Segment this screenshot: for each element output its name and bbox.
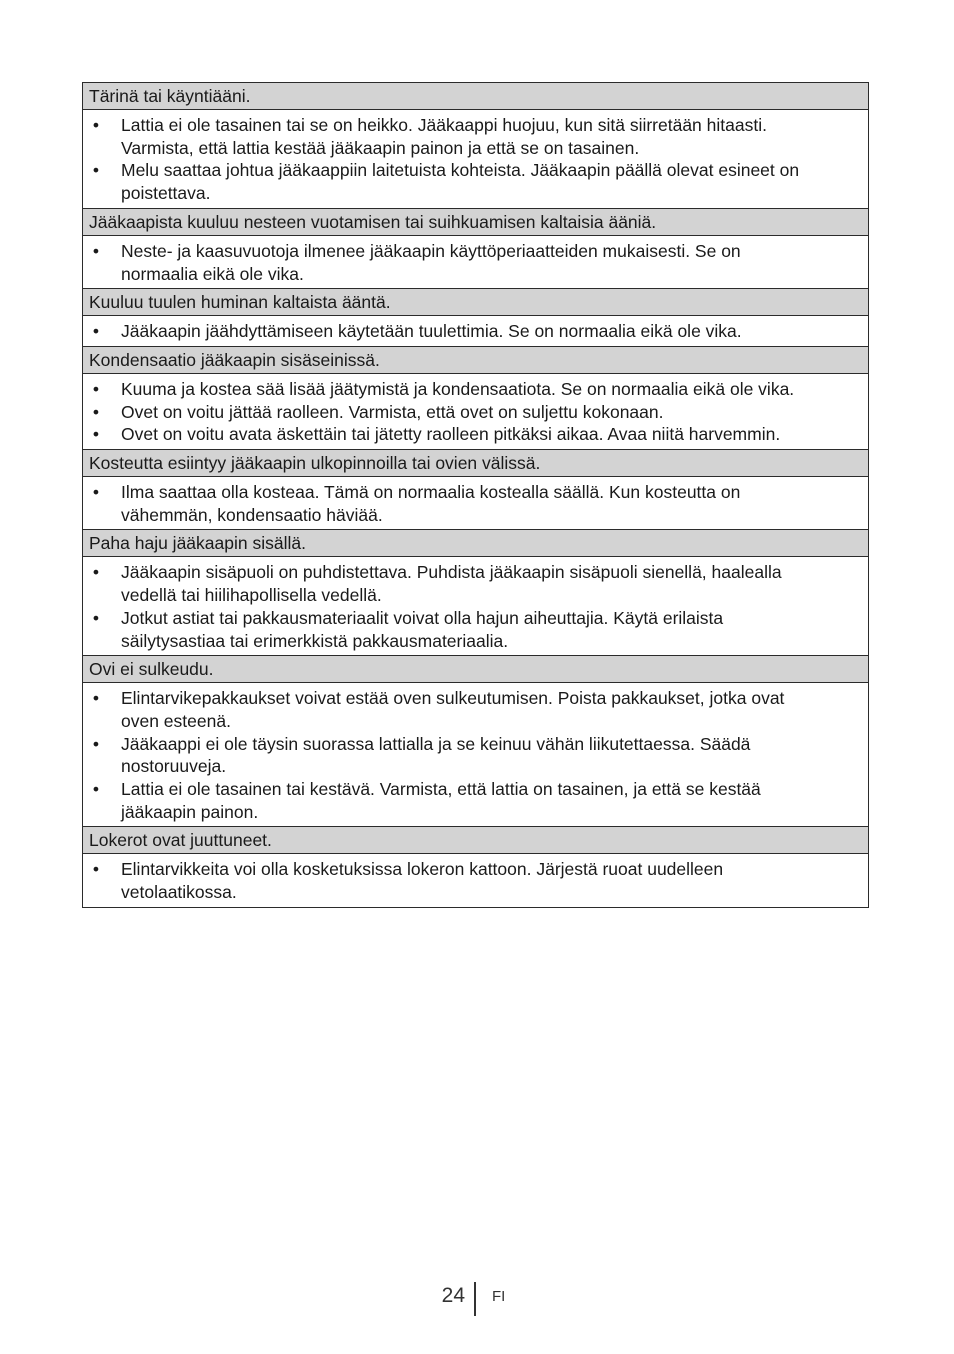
solution-text-line: normaalia eikä ole vika. [121, 263, 304, 284]
solution-list [83, 316, 868, 347]
bullet-icon: • [92, 733, 100, 754]
solution-text-line: Ovet on voitu jättää raolleen. Varmista, että ovet on suljettu kokonaan. [121, 401, 664, 422]
bullet-icon: • [92, 378, 100, 399]
page-number: 24 [441, 1284, 465, 1307]
solution-text-line: Neste- ja kaasuvuotoja ilmenee jääkaapin käyttöperiaatteiden mukaisesti. Se on [121, 240, 741, 261]
problem-heading: Kuuluu tuulen huminan kaltaista ääntä. [83, 289, 868, 316]
solution-text-line: Elintarvikkeita voi olla kosketuksissa lokeron kattoon. Järjestä ruoat uudelleen [121, 859, 724, 880]
page-footer [0, 1280, 954, 1316]
problem-heading: Paha haju jääkaapin sisällä. [83, 530, 868, 557]
problem-section [83, 83, 868, 209]
solution-text-line: jääkaapin painon. [121, 801, 259, 822]
solution-text-line: vedellä tai hiilihapollisella vedellä. [121, 585, 382, 606]
solution-list [83, 854, 868, 906]
solution-text-line: Jääkaappi ei ole täysin suorassa lattialla ja se keinuu vähän liikutettaessa. Säädä [121, 733, 751, 754]
solution-list [83, 110, 868, 209]
solution-text-line: Jääkaapin sisäpuoli on puhdistettava. Puhdista jääkaapin sisäpuoli sienellä, haalealla [121, 562, 782, 583]
problem-section [83, 209, 868, 289]
bullet-icon: • [92, 859, 100, 880]
problem-heading: Kondensaatio jääkaapin sisäseinissä. [83, 347, 868, 374]
footer-divider [474, 1282, 476, 1316]
solution-item [83, 733, 860, 778]
solution-list [83, 236, 868, 289]
solution-text-line: poistettava. [121, 183, 211, 204]
solution-text-line: Ovet on voitu avata äskettäin tai jätetty raolleen pitkäksi aikaa. Avaa niitä harvemmin. [121, 424, 781, 445]
solution-item [83, 320, 860, 343]
bullet-icon: • [92, 240, 100, 261]
problem-section [83, 289, 868, 347]
solution-text-line: Varmista, että lattia kestää jääkaapin painon ja että se on tasainen. [121, 137, 640, 158]
bullet-icon: • [92, 607, 100, 628]
bullet-icon: • [92, 115, 100, 135]
bullet-icon: • [92, 160, 100, 181]
solution-text-line: nostoruuveja. [121, 756, 227, 777]
solution-text-line: Elintarvikepakkaukset voivat estää oven sulkeutumisen. Poista pakkaukset, jotka ovat [121, 688, 785, 709]
bullet-icon: • [92, 482, 100, 503]
problem-section [83, 450, 868, 530]
solution-item [83, 114, 860, 159]
solution-text-line: Ilma saattaa olla kosteaa. Tämä on normaalia kostealla säällä. Kun kosteutta on [121, 482, 741, 503]
solution-text-line: Jääkaapin jäähdyttämiseen käytetään tuulettimia. Se on normaalia eikä ole vika. [121, 321, 742, 342]
bullet-icon: • [92, 424, 100, 445]
bullet-icon: • [92, 321, 100, 342]
solution-item [83, 423, 860, 446]
problem-heading: Jääkaapista kuuluu nesteen vuotamisen tai suihkuamisen kaltaisia ääniä. [83, 209, 868, 236]
solution-list [83, 477, 868, 530]
solution-text-line: vetolaatikossa. [121, 882, 237, 903]
solution-text-line: Lattia ei ole tasainen tai se on heikko. Jääkaappi huojuu, kun sitä siirretään hitaasti. [121, 115, 767, 135]
problem-heading: Kosteutta esiintyy jääkaapin ulkopinnoilla tai ovien välissä. [83, 450, 868, 477]
solution-item [83, 687, 860, 732]
solution-item [83, 607, 860, 652]
problem-heading: Tärinä tai käyntiääni. [83, 83, 868, 110]
solution-text-line: vähemmän, kondensaatio häviää. [121, 504, 383, 525]
solution-list [83, 374, 868, 450]
problem-section [83, 827, 868, 906]
solution-text-line: Lattia ei ole tasainen tai kestävä. Varmista, että lattia on tasainen, ja että se kestää [121, 779, 761, 800]
troubleshooting-table [82, 82, 869, 908]
bullet-icon: • [92, 562, 100, 583]
problem-section [83, 347, 868, 450]
problem-section [83, 656, 868, 827]
solution-list [83, 557, 868, 656]
solution-item [83, 561, 860, 606]
solution-item [83, 858, 860, 903]
solution-list [83, 683, 868, 827]
problem-heading: Ovi ei sulkeudu. [83, 656, 868, 683]
solution-text-line: Melu saattaa johtua jääkaappiin laitetuista kohteista. Jääkaapin päällä olevat esineet on [121, 160, 800, 181]
bullet-icon: • [92, 779, 100, 800]
problem-section [83, 530, 868, 656]
language-code: FI [492, 1288, 506, 1305]
solution-item [83, 778, 860, 823]
solution-text-line: Jotkut astiat tai pakkausmateriaalit voivat olla hajun aiheuttajia. Käytä erilaista [121, 607, 724, 628]
solution-item [83, 240, 860, 285]
solution-item [83, 378, 860, 401]
solution-item [83, 481, 860, 526]
solution-item [83, 159, 860, 204]
solution-text-line: Kuuma ja kostea sää lisää jäätymistä ja kondensaatiota. Se on normaalia eikä ole vika. [121, 378, 795, 399]
bullet-icon: • [92, 401, 100, 422]
solution-text-line: oven esteenä. [121, 710, 231, 731]
problem-heading: Lokerot ovat juuttuneet. [83, 827, 868, 854]
solution-item [83, 401, 860, 424]
solution-text-line: säilytysastiaa tai erimerkkistä pakkausmateriaalia. [121, 630, 509, 651]
bullet-icon: • [92, 688, 100, 709]
